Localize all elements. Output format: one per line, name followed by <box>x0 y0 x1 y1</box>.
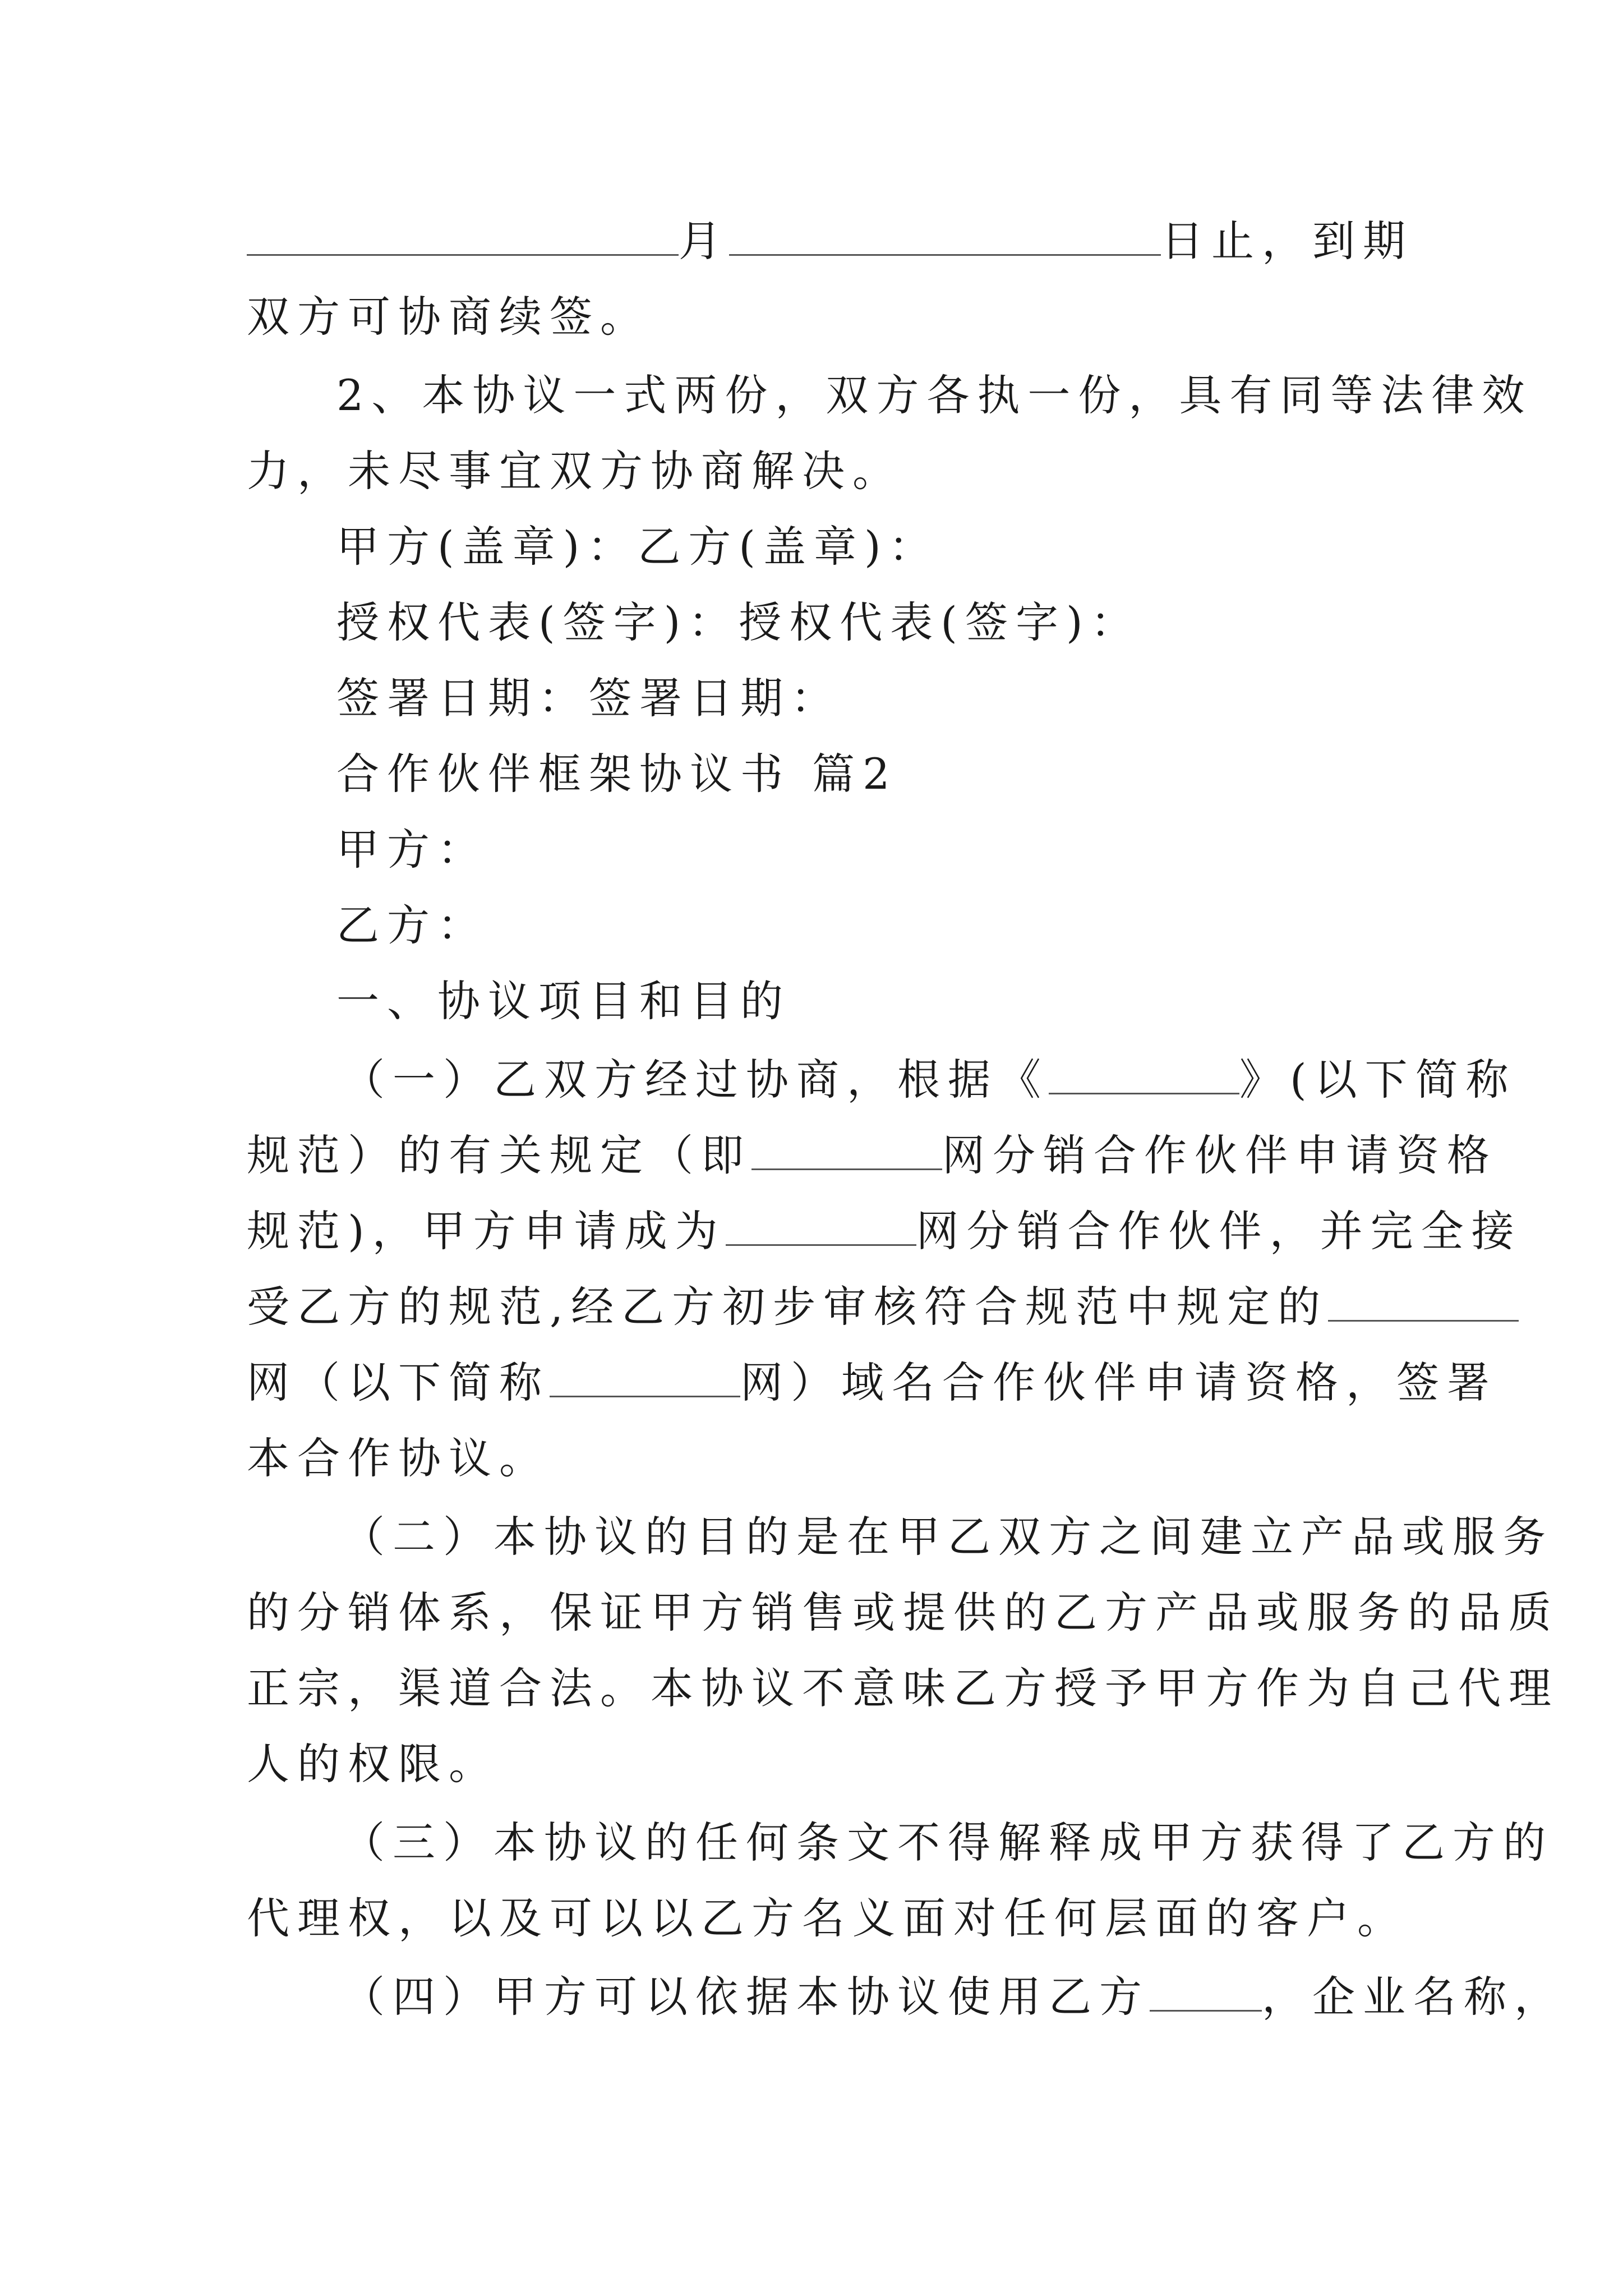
text-segment: 网）域名合作伙伴申请资格，签署 <box>740 1358 1497 1407</box>
text-line: 甲方： <box>336 825 488 875</box>
fill-blank <box>550 1361 740 1397</box>
text-segment: 》(以下简称 <box>1239 1055 1516 1105</box>
text-line <box>247 1355 1497 1411</box>
text-line: 授权代表(签字)：授权代表(签字)： <box>336 597 1141 647</box>
fill-blank <box>726 1209 916 1246</box>
text-segment: 日止，到期 <box>1161 216 1413 266</box>
fill-blank <box>247 219 679 256</box>
text-line <box>247 213 1413 269</box>
fill-blank <box>1328 1285 1519 1322</box>
text-line <box>247 1128 1497 1184</box>
text-line: 2、本协议一式两份，双方各执一份，具有同等法律效 <box>336 370 1533 420</box>
text-line: 乙方： <box>336 900 488 950</box>
text-segment: 受乙方的规范,经乙方初步审核符合规范中规定的 <box>247 1282 1329 1332</box>
text-line: 力，未尽事宜双方协商解决。 <box>247 446 903 496</box>
text-segment: （四）甲方可以依据本协议使用乙方 <box>342 1972 1150 2022</box>
text-segment: 规范)，甲方申请成为 <box>247 1206 726 1256</box>
text-line <box>342 1969 1565 2025</box>
text-segment: 月 <box>679 216 729 266</box>
fill-blank <box>751 1134 942 1170</box>
text-line: 甲方(盖章)：乙方(盖章)： <box>336 522 939 572</box>
text-line: 的分销体系，保证甲方销售或提供的乙方产品或服务的品质 <box>247 1588 1559 1637</box>
text-segment: （一）乙双方经过协商，根据《 <box>342 1055 1049 1105</box>
text-line: 本合作协议。 <box>247 1433 550 1483</box>
text-line: 代理权，以及可以以乙方名义面对任何层面的客户。 <box>247 1893 1408 1943</box>
text-segment: ，企业名称， <box>1262 1972 1565 2022</box>
text-line: 正宗，渠道合法。本协议不意味乙方授予甲方作为自己代理 <box>247 1663 1559 1713</box>
text-segment: 网分销合作伙伴申请资格 <box>942 1130 1497 1180</box>
text-line: 双方可协商续签。 <box>247 292 651 342</box>
fill-blank <box>1049 1058 1239 1094</box>
text-line: （三）本协议的任何条文不得解释成甲方获得了乙方的 <box>342 1818 1553 1867</box>
fill-blank <box>729 219 1161 256</box>
text-segment: 规范）的有关规定（即 <box>247 1130 751 1180</box>
section-heading: 合作伙伴框架协议书 篇2 <box>336 749 898 799</box>
fill-blank <box>1150 1975 1262 2012</box>
text-line: 人的权限。 <box>247 1739 499 1789</box>
text-line: （二）本协议的目的是在甲乙双方之间建立产品或服务 <box>342 1512 1553 1562</box>
text-line <box>247 1203 1522 1259</box>
text-segment: 网（以下简称 <box>247 1358 550 1407</box>
section-heading: 一、协议项目和目的 <box>336 976 791 1026</box>
text-line <box>342 1052 1516 1108</box>
text-segment: 网分销合作伙伴，并完全接 <box>916 1206 1522 1256</box>
text-line <box>247 1279 1385 1335</box>
text-line: 签署日期：签署日期： <box>336 673 841 723</box>
